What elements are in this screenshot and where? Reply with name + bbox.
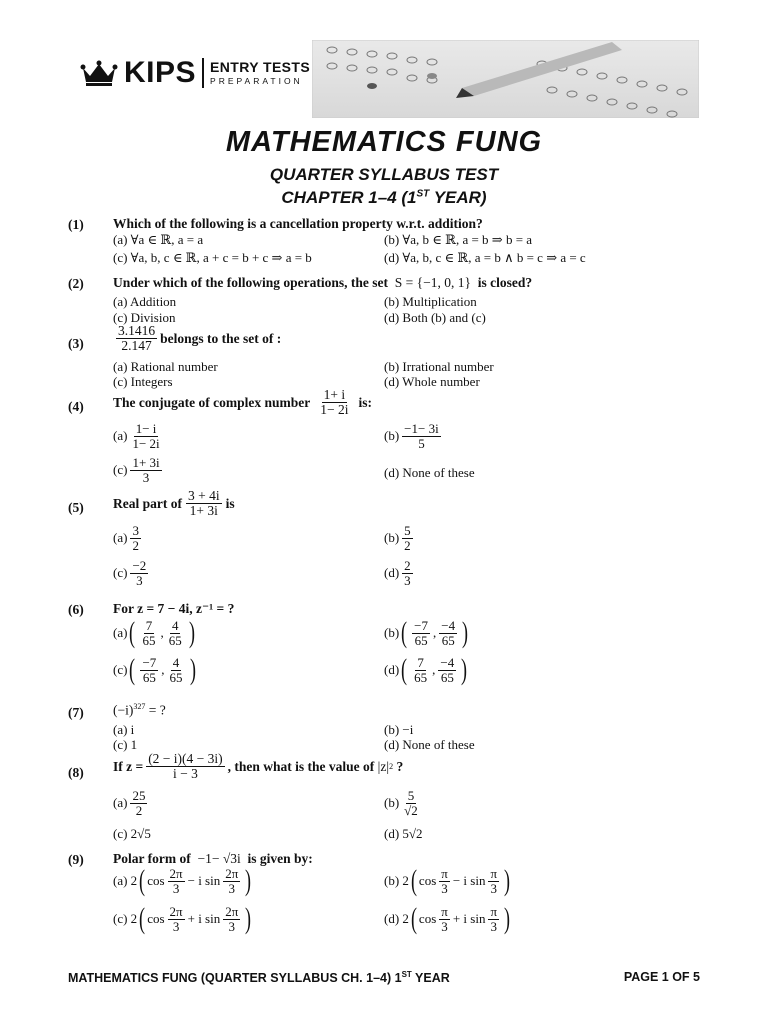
question-text: Real part of $\frac{3 + 4i}{1+ 3i}$ is bbox=[113, 488, 235, 519]
option-a: (a) 2 ( cos $\frac{2\pi}{3}$ − i sin $\frac{2\pi}{3}$ ) bbox=[113, 864, 252, 897]
fraction: $\frac{1+ i}{1- 2i}$ bbox=[320, 387, 349, 418]
page-subtitle: QUARTER SYLLABUS TEST bbox=[269, 165, 499, 184]
option-b: (b) ∀a, b ∈ ℝ, a = b ⇒ b = a bbox=[384, 232, 533, 247]
option-d: (d) $\frac{2}{3}$ bbox=[384, 558, 411, 588]
question-number: (1) bbox=[68, 217, 84, 232]
option-a: (a) i bbox=[113, 722, 135, 737]
option-b: (b) Multiplication bbox=[384, 294, 477, 309]
option-d: (d) ∀a, b, c ∈ ℝ, a = b ∧ b = c ⇒ a = c bbox=[384, 250, 586, 265]
option-b: (b) −i bbox=[384, 722, 414, 737]
answer-sheet-pencil-icon bbox=[312, 40, 699, 118]
option-c: (c) 1 bbox=[113, 737, 138, 752]
question-text: $(-i)^{327}$ = ? bbox=[113, 702, 166, 718]
option-c: (c) $\frac{-2}{3}$ bbox=[113, 558, 147, 588]
question-text: For z = 7 − 4i, z⁻¹ = ? bbox=[113, 601, 235, 616]
option-d: (d) 2 ( cos $\frac{\pi}{3}$ + i sin $\frac{\pi}{3}$ ) bbox=[384, 902, 511, 935]
chapter-heading: CHAPTER 1–4 (1ST YEAR) bbox=[281, 188, 487, 207]
option-d: (d) Whole number bbox=[384, 374, 480, 389]
option-a: (a) $\frac{1- i}{1- 2i}$ bbox=[113, 421, 160, 451]
question-number: (9) bbox=[68, 852, 84, 867]
option-d: (d) Both (b) and (c) bbox=[384, 310, 486, 325]
question-text: $\frac{3.1416}{2.147}$ belongs to the set of : bbox=[118, 323, 282, 354]
question-text: Polar form of −1− √3i is given by: bbox=[113, 851, 313, 866]
option-c: (c) Division bbox=[113, 310, 176, 325]
option-d: (d) 5√2 bbox=[384, 826, 423, 841]
option-d: (d) None of these bbox=[384, 737, 475, 752]
question-number: (8) bbox=[68, 765, 84, 780]
fraction: $\frac{3.1416}{2.147}$ bbox=[118, 323, 156, 354]
option-a: (a) $\frac{25}{2}$ bbox=[113, 788, 146, 818]
question-text: Under which of the following operations, the set S = {−1, 0, 1} is closed? bbox=[113, 275, 533, 290]
question-number: (4) bbox=[68, 399, 84, 414]
brand-line1: ENTRY TESTS bbox=[210, 59, 311, 76]
answer-sheet-photo bbox=[312, 40, 699, 118]
option-a: (a) ∀a ∈ ℝ, a = a bbox=[113, 232, 204, 247]
option-d: (d) None of these bbox=[384, 465, 475, 480]
option-a: (a) Rational number bbox=[113, 359, 218, 374]
option-d: (d) ( $\frac{7}{65}$ , $\frac{-4}{65}$ ) bbox=[384, 653, 468, 686]
option-c: (c) ∀a, b, c ∈ ℝ, a + c = b + c ⇒ a = b bbox=[113, 250, 312, 265]
brand-divider bbox=[202, 58, 204, 88]
option-c: (c) 2√5 bbox=[113, 826, 151, 841]
option-b: (b) $\frac{5}{√2}$ bbox=[384, 788, 418, 818]
option-b: (b) ( $\frac{-7}{65}$ , $\frac{-4}{65}$ ) bbox=[384, 616, 469, 649]
fraction: $\frac{3 + 4i}{1+ 3i}$ bbox=[187, 488, 220, 519]
brand-tagline bbox=[210, 60, 310, 86]
brand-line2: PREPARATION bbox=[210, 76, 303, 87]
option-a: (a) Addition bbox=[113, 294, 177, 309]
option-b: (b) $\frac{5}{2}$ bbox=[384, 523, 411, 553]
fraction: $\frac{(2 - i)(4 - 3i)}{i - 3}$ bbox=[148, 751, 223, 782]
question-text: Which of the following is a cancellation property w.r.t. addition? bbox=[113, 216, 483, 231]
kips-logo bbox=[80, 58, 310, 88]
question-number: (6) bbox=[68, 602, 84, 617]
question-number: (7) bbox=[68, 705, 84, 720]
option-c: (c) 2 ( cos $\frac{2\pi}{3}$ + i sin $\frac{2\pi}{3}$ ) bbox=[113, 902, 252, 935]
question-text: If z = $\frac{(2 - i)(4 - 3i)}{i - 3}$ , then what is the value of |z| 2 ? bbox=[113, 751, 404, 782]
brand-name: KIPS bbox=[124, 56, 197, 89]
page-title: MATHEMATICS FUNG bbox=[225, 126, 543, 158]
option-a: (a) ( $\frac{7}{65}$ , $\frac{4}{65}$ ) bbox=[113, 616, 195, 649]
option-c: (c) $\frac{1+ 3i}{3}$ bbox=[113, 455, 160, 485]
question-number: (2) bbox=[68, 276, 84, 291]
option-b: (b) Irrational number bbox=[384, 359, 494, 374]
question-text: The conjugate of complex number $\frac{1+ i}{1- 2i}$ is: bbox=[113, 387, 372, 418]
question-number: (5) bbox=[68, 500, 84, 515]
crown-icon bbox=[80, 60, 118, 86]
option-c: (c) Integers bbox=[113, 374, 173, 389]
option-b: (b) 2 ( cos $\frac{\pi}{3}$ − i sin $\frac{\pi}{3}$ ) bbox=[384, 864, 511, 897]
question-number: (3) bbox=[68, 336, 84, 351]
option-b: (b) $\frac{-1- 3i}{5}$ bbox=[384, 421, 439, 451]
footer-title: MATHEMATICS FUNG (QUARTER SYLLABUS CH. 1–4) 1ST YEAR bbox=[68, 970, 450, 986]
option-a: (a) $\frac{3}{2}$ bbox=[113, 523, 139, 553]
option-c: (c) ( $\frac{-7}{65}$ , $\frac{4}{65}$ ) bbox=[113, 653, 196, 686]
page-number: PAGE 1 OF 5 bbox=[623, 970, 700, 984]
